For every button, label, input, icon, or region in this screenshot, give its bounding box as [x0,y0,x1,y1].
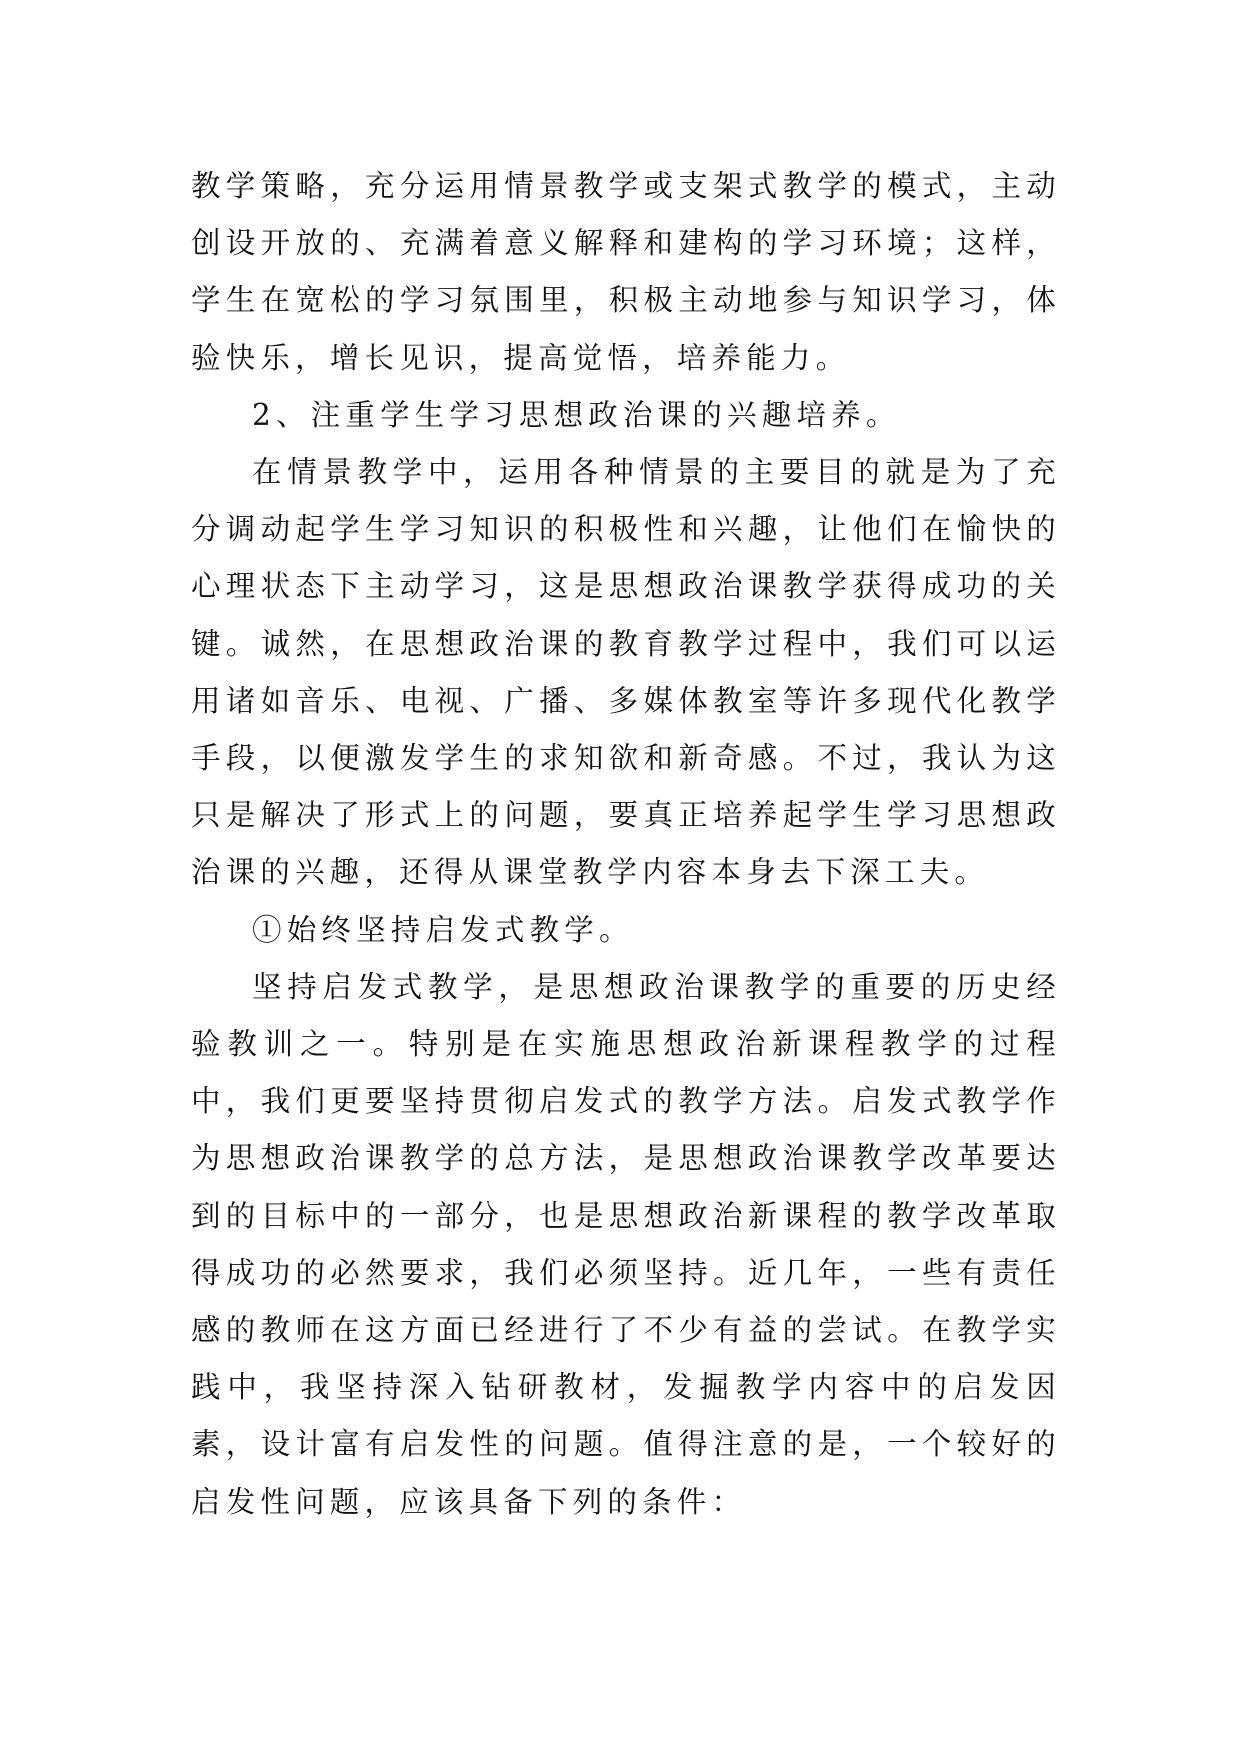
section-heading: 2、注重学生学习思想政治课的兴趣培养。 [252,397,901,432]
paragraph: 在情景教学中，运用各种情景的主要目的就是为了充分调动起学生学习知识的积极性和兴趣，让他们在愉快的心理状态下主动学习，这是思想政治课教学获得成功的关键。诚然，在思想政治课的教育教学过程中，我们可以运用诸如音乐、电视、广播、多媒体教室等许多现代化教学手段，以便激发学生的求知欲和新奇感。不过，我认为这只是解决了形式上的问题，要真正培养起学生学习思想政治课的兴趣，还得从课堂教学内容本身去下深工夫。 [191,455,1061,890]
subsection-heading: ①始终坚持启发式教学。 [252,912,634,947]
document-body [191,158,1061,1531]
paragraph: 坚持启发式教学，是思想政治课教学的重要的历史经验教训之一。特别是在实施思想政治新课程教学的过程中，我们更要坚持贯彻启发式的教学方法。启发式教学作为思想政治课教学的总方法，是思想政治课教学改革要达到的目标中的一部分，也是思想政治新课程的教学改革取得成功的必然要求，我们必须坚持。近几年，一些有责任感的教师在这方面已经进行了不少有益的尝试。在教学实践中，我坚持深入钻研教材，发掘教学内容中的启发因素，设计富有启发性的问题。值得注意的是，一个较好的启发性问题，应该具备下列的条件： [191,969,1061,1519]
paragraph-continued: 教学策略，充分运用情景教学或支架式教学的模式，主动创设开放的、充满着意义解释和建构的学习环境；这样，学生在宽松的学习氛围里，积极主动地参与知识学习，体验快乐，增长见识，提高觉悟，培养能力。 [191,169,1061,375]
